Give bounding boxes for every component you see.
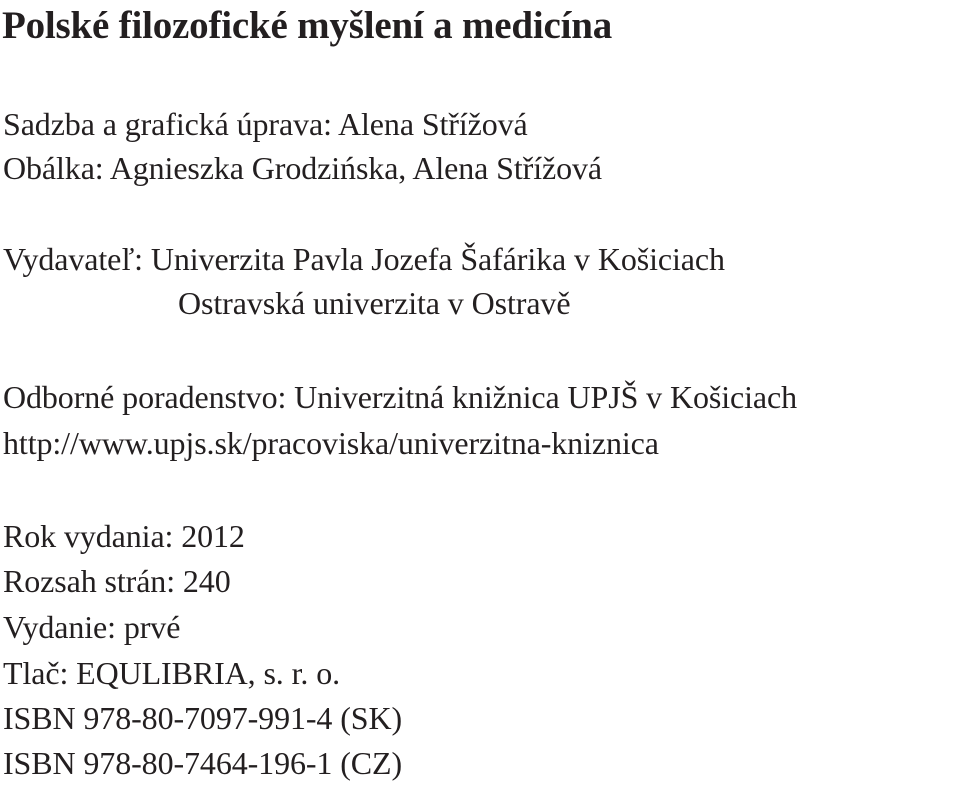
printer: Tlač: EQULIBRIA, s. r. o. <box>3 655 341 691</box>
typesetting-credit: Sadzba a grafická úprava: Alena Střížová <box>3 106 528 142</box>
isbn-cz: ISBN 978-80-7464-196-1 (CZ) <box>3 745 403 781</box>
isbn-sk: ISBN 978-80-7097-991-4 (SK) <box>3 700 403 736</box>
page-count: Rozsah strán: 240 <box>3 563 231 599</box>
edition: Vydanie: prvé <box>3 609 181 645</box>
publisher-line-2: Ostravská univerzita v Ostravě <box>178 285 571 321</box>
library-url: http://www.upjs.sk/pracoviska/univerzitna-kniznica <box>3 425 659 461</box>
book-title: Polské filozofické myšlení a medicína <box>2 4 613 47</box>
cover-credit: Obálka: Agnieszka Grodzińska, Alena Střížová <box>3 150 602 186</box>
advisory-credit: Odborné poradenstvo: Univerzitná knižnica UPJŠ v Košiciach <box>3 379 798 415</box>
publisher-line-1: Vydavateľ: Univerzita Pavla Jozefa Šafárika v Košiciach <box>3 241 725 277</box>
publication-year: Rok vydania: 2012 <box>3 518 245 554</box>
